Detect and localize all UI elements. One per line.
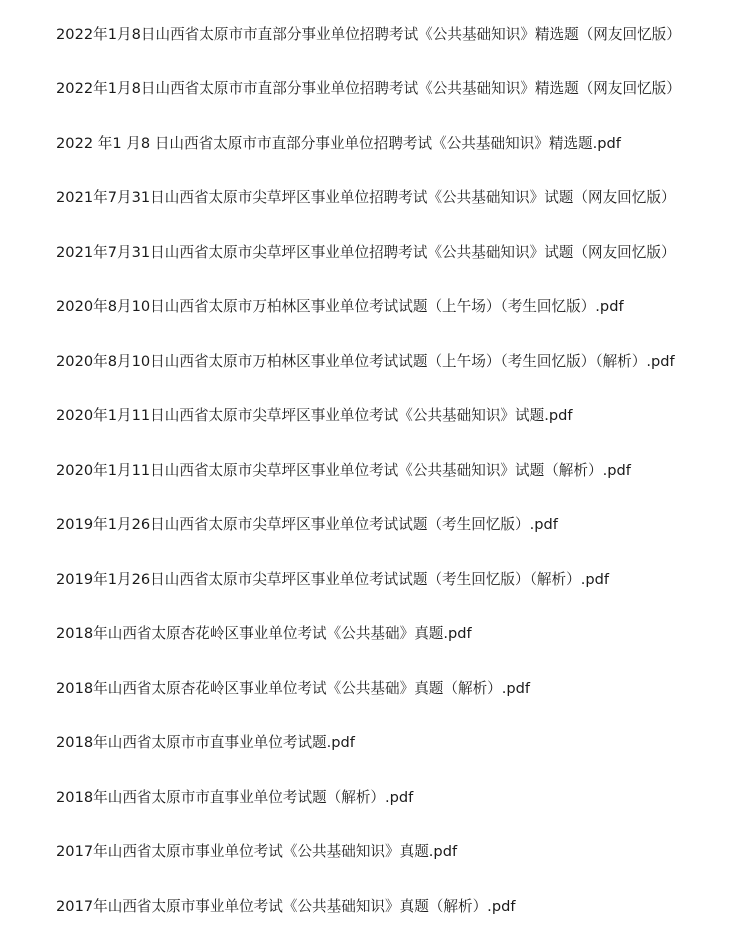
file-item[interactable]: 2020年8月10日山西省太原市万柏林区事业单位考试试题（上午场）（考生回忆版）.pdf [56, 298, 624, 315]
file-item[interactable]: 2022年1月8日山西省太原市市直部分事业单位招聘考试《公共基础知识》精选题（网友回忆版） [56, 80, 681, 97]
file-item[interactable]: 2018年山西省太原杏花岭区事业单位考试《公共基础》真题.pdf [56, 625, 472, 642]
file-item[interactable]: 2019年1月26日山西省太原市尖草坪区事业单位考试试题（考生回忆版）.pdf [56, 516, 558, 533]
file-item[interactable]: 2020年1月11日山西省太原市尖草坪区事业单位考试《公共基础知识》试题（解析）.pdf [56, 462, 631, 479]
file-item[interactable]: 2017年山西省太原市事业单位考试《公共基础知识》真题（解析）.pdf [56, 898, 516, 915]
file-item[interactable]: 2018年山西省太原市市直事业单位考试题（解析）.pdf [56, 789, 414, 806]
file-item[interactable]: 2022年1月8日山西省太原市市直部分事业单位招聘考试《公共基础知识》精选题（网友回忆版） [56, 26, 681, 43]
file-item[interactable]: 2018年山西省太原杏花岭区事业单位考试《公共基础》真题（解析）.pdf [56, 680, 531, 697]
file-item[interactable]: 2021年7月31日山西省太原市尖草坪区事业单位招聘考试《公共基础知识》试题（网友回忆版） [56, 189, 676, 206]
file-item[interactable]: 2021年7月31日山西省太原市尖草坪区事业单位招聘考试《公共基础知识》试题（网友回忆版） [56, 244, 676, 261]
file-item[interactable]: 2019年1月26日山西省太原市尖草坪区事业单位考试试题（考生回忆版）（解析）.pdf [56, 571, 610, 588]
file-item[interactable]: 2017年山西省太原市事业单位考试《公共基础知识》真题.pdf [56, 843, 458, 860]
file-item[interactable]: 2022 年1 月8 日山西省太原市市直部分事业单位招聘考试《公共基础知识》精选题.pdf [56, 135, 621, 152]
file-item[interactable]: 2018年山西省太原市市直事业单位考试题.pdf [56, 734, 355, 751]
file-item[interactable]: 2020年8月10日山西省太原市万柏林区事业单位考试试题（上午场）（考生回忆版）（解析）.pdf [56, 353, 675, 370]
file-item[interactable]: 2020年1月11日山西省太原市尖草坪区事业单位考试《公共基础知识》试题.pdf [56, 407, 573, 424]
